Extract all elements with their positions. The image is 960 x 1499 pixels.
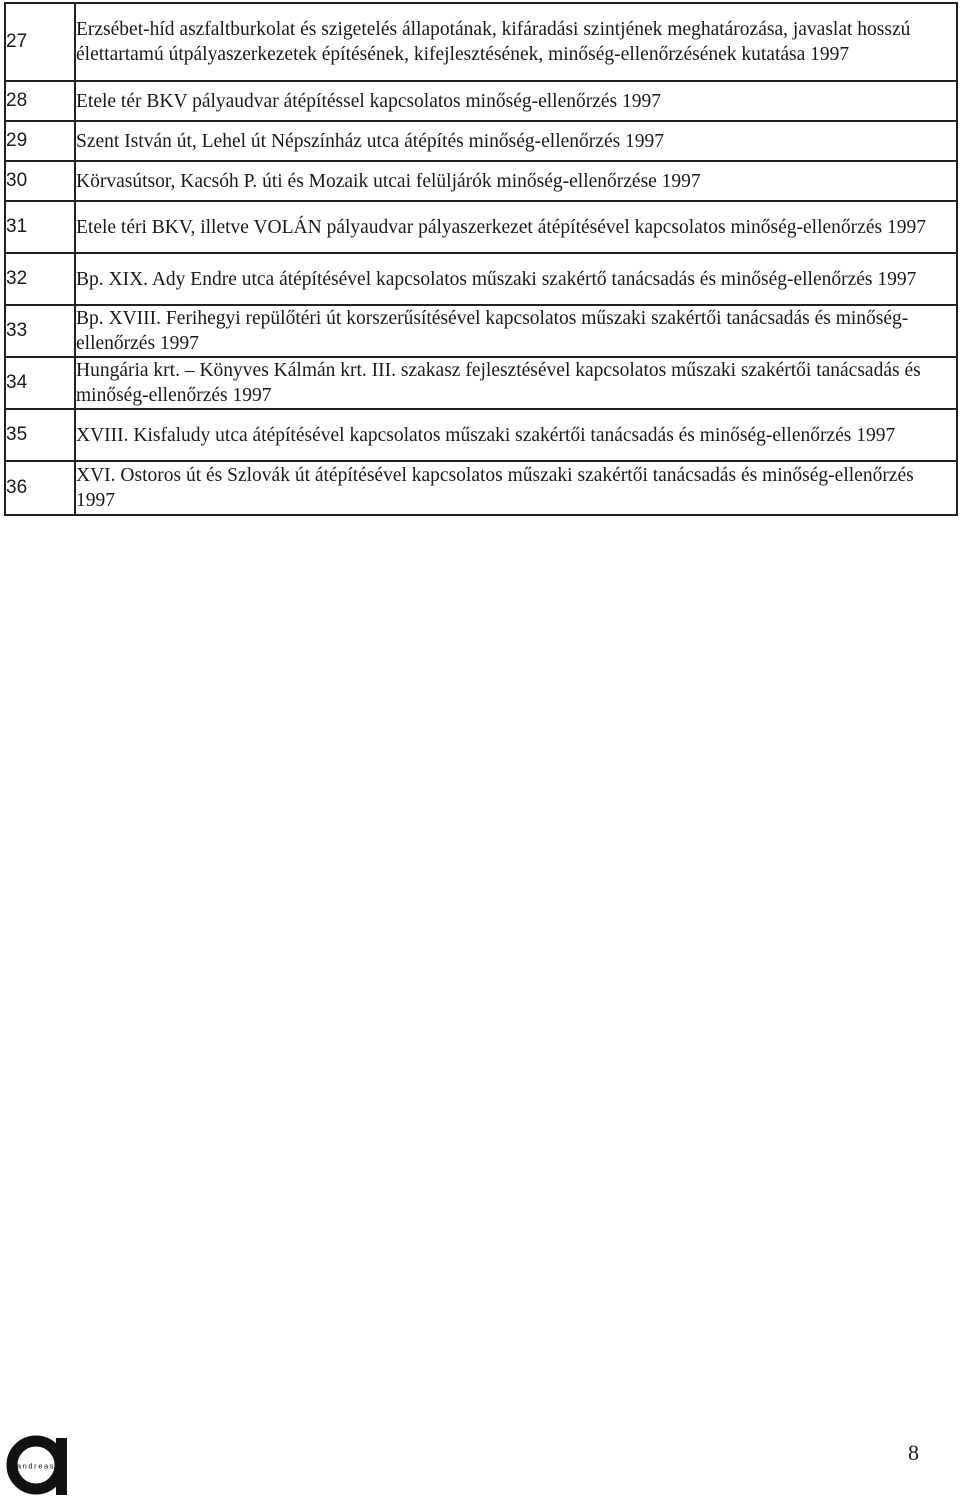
row-number: 31 bbox=[5, 201, 75, 253]
row-description: Erzsébet-híd aszfaltburkolat és szigetelés állapotának, kifáradási szintjének meghatározása, javaslat hosszú élettartamú útpályaszerkezetek építésének, kifejlesztésének, minőség-ellenőrzésének kutatása 1997 bbox=[75, 3, 957, 81]
row-number: 29 bbox=[5, 121, 75, 161]
table-row bbox=[5, 81, 957, 121]
row-number: 36 bbox=[5, 461, 75, 515]
row-number: 30 bbox=[5, 161, 75, 201]
table-row bbox=[5, 161, 957, 201]
row-description: Körvasútsor, Kacsóh P. úti és Mozaik utcai felüljárók minőség-ellenőrzése 1997 bbox=[75, 161, 957, 201]
row-description: Bp. XIX. Ady Endre utca átépítésével kapcsolatos műszaki szakértő tanácsadás és minőség-ellenőrzés 1997 bbox=[75, 253, 957, 305]
row-description: XVIII. Kisfaludy utca átépítésével kapcsolatos műszaki szakértői tanácsadás és minőség-ellenőrzés 1997 bbox=[75, 409, 957, 461]
table-row bbox=[5, 461, 957, 515]
row-description: Hungária krt. – Könyves Kálmán krt. III. szakasz fejlesztésével kapcsolatos műszaki szakértői tanácsadás és minőség-ellenőrzés 1997 bbox=[75, 357, 957, 409]
table-row bbox=[5, 253, 957, 305]
row-description: Bp. XVIII. Ferihegyi repülőtéri út korszerűsítésével kapcsolatos műszaki szakértői tanácsadás és minőség-ellenőrzés 1997 bbox=[75, 305, 957, 357]
row-number: 27 bbox=[5, 3, 75, 81]
table-row bbox=[5, 305, 957, 357]
row-description: Szent István út, Lehel út Népszínház utca átépítés minőség-ellenőrzés 1997 bbox=[75, 121, 957, 161]
logo-wordmark: andreas bbox=[16, 1461, 56, 1471]
page-number: 8 bbox=[908, 1440, 919, 1465]
project-list-table bbox=[4, 2, 958, 516]
table-row bbox=[5, 201, 957, 253]
andreas-logo bbox=[4, 1432, 68, 1496]
table-row bbox=[5, 409, 957, 461]
row-number: 35 bbox=[5, 409, 75, 461]
table-row bbox=[5, 3, 957, 81]
table-row bbox=[5, 357, 957, 409]
row-number: 32 bbox=[5, 253, 75, 305]
table-row bbox=[5, 121, 957, 161]
row-number: 34 bbox=[5, 357, 75, 409]
row-description: Etele téri BKV, illetve VOLÁN pályaudvar pályaszerkezet átépítésével kapcsolatos minőség-ellenőrzés 1997 bbox=[75, 201, 957, 253]
row-number: 33 bbox=[5, 305, 75, 357]
row-description: Etele tér BKV pályaudvar átépítéssel kapcsolatos minőség-ellenőrzés 1997 bbox=[75, 81, 957, 121]
row-number: 28 bbox=[5, 81, 75, 121]
row-description: XVI. Ostoros út és Szlovák út átépítésével kapcsolatos műszaki szakértői tanácsadás és minőség-ellenőrzés 1997 bbox=[75, 461, 957, 515]
